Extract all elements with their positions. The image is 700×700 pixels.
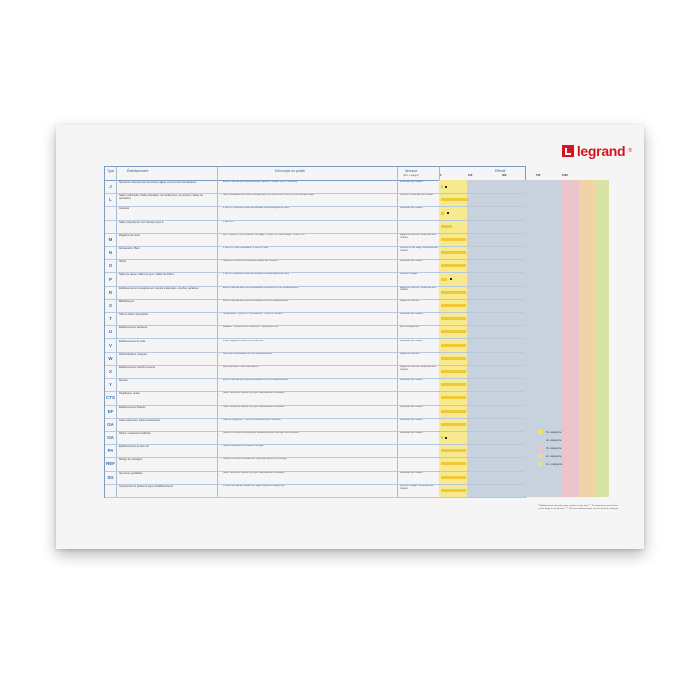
effectif-bar — [441, 476, 466, 479]
effectif-tick: 700 — [536, 174, 541, 177]
effectif-bar — [441, 357, 466, 360]
row-decompte: Effectif maximal défini par déclaration (ajouter 1 visiteur pour 2 résidents) — [223, 181, 298, 183]
row-type-code: Y — [109, 382, 112, 388]
effectif-bar — [441, 370, 466, 373]
row-decompte: Selon déclaration ou mètre d'ouvrage avec un minimum de 1 pers./m² de la surface totale — [223, 194, 314, 197]
row-niveaux: étages ou sous-sol / ensemble des niveaux — [400, 233, 436, 239]
row-decompte: Selon l'activité se reporter au type d'établissement considéré — [223, 471, 285, 474]
row-type-code: W — [108, 355, 113, 361]
table-row — [105, 286, 525, 300]
row-niveaux: ensemble des niveaux — [400, 181, 423, 183]
row-decompte: sans spectateur / avec spectateurs — [223, 365, 259, 368]
row-decompte: Suivant déclaration du maître d'ouvrage — [223, 445, 264, 448]
row-decompte: Suivant le nombre de personnes déclarées pouvant occuper les chambres — [223, 431, 299, 434]
footnote: * Établissement spécialisé pour enfants en bas âge / ** Si uniquement sans locaux ou 1er étage ou au-dessus / *** Pour les établissements sans local de 5e catégorie — [538, 505, 619, 510]
row-type-code: R — [108, 289, 113, 295]
legrand-logo — [562, 143, 632, 159]
row-type-code: N — [108, 250, 113, 256]
threshold-marker — [447, 212, 449, 214]
effectif-bar — [441, 264, 466, 267]
legend-label: 5e catégorie — [546, 430, 562, 434]
table-row — [105, 471, 525, 485]
header-effectif: Effectif — [495, 169, 506, 173]
header-public: Décompte du public — [275, 169, 305, 173]
row-niveaux: ensemble des niveaux — [400, 418, 423, 421]
row-etablissement: Établissements de culte — [119, 339, 146, 343]
table-row — [105, 365, 525, 379]
row-decompte: Effectif maximal défini par la déclaration contrôlée du chef d'établissement — [223, 286, 299, 289]
row-niveaux: sous-sol / étages / ensemble des niveaux — [400, 484, 434, 490]
row-type-code: U — [108, 329, 113, 335]
row-etablissement: Bibliothèques — [119, 299, 135, 303]
header-niveaux-sub: (Rez + étages) — [403, 174, 419, 177]
row-decompte: 1 pers./m² — [223, 220, 234, 223]
row-etablissement: Chapiteaux, tentes — [119, 392, 140, 396]
row-type-code: M — [108, 236, 113, 242]
effectif-bar — [441, 304, 466, 307]
effectif-bar — [441, 330, 466, 333]
row-etablissement: Établissements de plein air — [119, 445, 149, 449]
row-decompte: Selon l'activité se reporter au type d'établissement considéré — [223, 405, 285, 408]
row-niveaux: sous-sol / étages — [400, 273, 418, 276]
effectif-bar — [441, 225, 452, 228]
band-1re-categorie — [595, 180, 609, 497]
row-niveaux: étages ou sous-sol / ensemble des niveaux — [400, 365, 436, 371]
row-decompte: Gare de voyageurs : 1 pers./m² (surface buffet, bureaux) — [223, 418, 281, 421]
row-etablissement: Salles polyvalentes non classées type X — [119, 220, 164, 224]
legend-label: 3e catégorie — [546, 446, 562, 450]
row-decompte: Selon l'activité se reporter au type d'établissement considéré — [223, 392, 285, 395]
row-etablissement: Salles de danse, Salles de jeux / Salles de billard — [119, 273, 174, 277]
effectif-bar — [441, 462, 466, 465]
row-type-code — [105, 206, 116, 219]
row-etablissement: Musées — [119, 379, 128, 383]
legend-item — [538, 454, 562, 458]
table-row — [105, 484, 525, 498]
row-decompte: 4 pers./m² (déduction faite des surfaces ou aménagements fixes) — [223, 273, 290, 276]
row-etablissement: Établissements sanitaires — [119, 326, 148, 330]
legend-item — [538, 462, 562, 466]
row-etablissement: Groupement de plusieurs types d'établissements — [119, 484, 173, 488]
row-type-code: S — [109, 302, 112, 308]
row-type-code — [105, 220, 116, 233]
table-row — [105, 233, 525, 247]
row-etablissement: Administrations, banques — [119, 352, 148, 356]
row-etablissement: Établissements sportifs couverts — [119, 365, 155, 369]
row-niveaux: ensemble des niveaux — [400, 405, 423, 408]
row-decompte: Effectif maximal défini par la déclaration du chef d'établissement — [223, 299, 289, 302]
table-row — [105, 193, 525, 207]
row-etablissement: Structures d'accueil pour personnes âgées et personnes handicapées — [119, 181, 197, 184]
effectif-bar — [441, 410, 466, 413]
legend-item — [538, 446, 562, 450]
table-row — [105, 444, 525, 458]
row-etablissement: Magasins de vente — [119, 233, 140, 237]
row-type-code: J — [109, 184, 112, 190]
effectif-bar — [441, 185, 443, 188]
row-etablissement: Cabarets — [119, 207, 130, 211]
effectif-bar — [441, 212, 444, 215]
row-type-code: GA — [107, 421, 114, 427]
row-type-code: PA — [107, 448, 114, 454]
row-decompte: Suivant le nombre de personnes déclaré par chambre — [223, 260, 278, 263]
header-niveaux: Niveaux — [405, 169, 418, 173]
effectif-bar — [441, 251, 466, 254]
legend-item — [538, 438, 562, 442]
row-niveaux: ensemble des niveaux — [400, 339, 423, 342]
row-niveaux: ensemble des niveaux — [400, 260, 423, 263]
effectif-tick: 1500 — [562, 174, 568, 177]
legend-swatch — [538, 446, 543, 450]
table-row — [105, 206, 525, 220]
table-row — [105, 299, 525, 313]
row-decompte: 1 pers./siège ou 1 pers./0,30 m de banc — [223, 339, 264, 342]
threshold-marker — [445, 437, 447, 439]
registered-mark: ® — [628, 148, 632, 154]
row-etablissement: Refuge de montagne — [119, 458, 143, 462]
legrand-logo-mark-icon — [562, 145, 574, 157]
row-niveaux: ensemble des niveaux — [400, 313, 423, 316]
band-2e-categorie — [579, 180, 595, 497]
band-3e-categorie — [561, 180, 579, 497]
row-type-code: O — [108, 263, 113, 269]
row-type-code: P — [109, 276, 112, 282]
row-decompte: Malades : 1 personne/lit, Personnel : 1 personne/3 lits — [223, 326, 278, 329]
row-type-code: L — [109, 197, 112, 203]
table-row — [105, 352, 525, 366]
row-type-code: SG — [107, 474, 114, 480]
row-niveaux: étages ou sous-sol — [400, 299, 420, 302]
table-row — [105, 312, 525, 326]
legend-swatch — [538, 462, 543, 466]
row-niveaux: ensemble des niveaux — [400, 379, 423, 382]
row-etablissement: Hôtels, restaurants d'altitude — [119, 431, 151, 435]
table-row — [105, 246, 525, 260]
legend-label: 2e catégorie — [546, 454, 562, 458]
table-row — [105, 457, 525, 471]
effectif-bar — [441, 489, 466, 492]
legend-swatch — [538, 430, 543, 434]
effectif-bar — [441, 396, 466, 399]
effectif-bar — [441, 291, 466, 294]
table-row — [105, 405, 525, 419]
row-type-code: CTS — [106, 395, 115, 401]
row-niveaux: avec hébergement — [400, 326, 420, 329]
row-type-code: T — [109, 316, 112, 322]
table-row — [105, 339, 525, 353]
effectif-bar — [441, 436, 443, 439]
row-decompte: Effectif maximal défini par la déclaration du chef d'établissement — [223, 379, 289, 382]
table-row — [105, 272, 525, 286]
row-etablissement: Halls et salles d'exposition — [119, 313, 149, 317]
row-niveaux: ensemble des niveaux — [400, 471, 423, 474]
row-etablissement: Gares aériennes, Gares souterraines — [119, 418, 161, 422]
row-niveaux: sous-sol et 1er étage / ensemble des niveaux — [400, 247, 438, 252]
row-type-code: V — [109, 342, 112, 348]
brand-name: legrand — [576, 143, 626, 159]
legend-swatch — [538, 454, 543, 458]
row-niveaux: ensemble des niveaux — [400, 431, 423, 434]
row-etablissement: Hôtels — [119, 260, 127, 264]
legend-label: 4e catégorie — [546, 438, 562, 442]
effectif-tick: 100 — [468, 174, 473, 177]
row-decompte: L'effectif est calculé suivant les règles propres à chaque type — [223, 484, 285, 487]
row-etablissement: Restaurants / Bars — [119, 247, 140, 251]
effectif-bar — [441, 238, 466, 241]
row-etablissement: Structures gonflables — [119, 471, 143, 475]
effectif-bar — [441, 344, 466, 347]
row-etablissement: Établissements d'enseignement, Écoles maternelles, crèches, garderies — [119, 286, 199, 290]
threshold-marker — [445, 186, 447, 188]
legend-swatch — [538, 438, 543, 442]
row-decompte: Temporaires : 1 pers./m² / Permanents : 1 pers./m² surface — [223, 313, 283, 316]
row-type-code: EF — [107, 408, 114, 414]
table-row — [105, 325, 525, 339]
row-decompte: Suivant le nombre de places de couchage défini pour le refuge — [223, 458, 287, 461]
table-row — [105, 259, 525, 273]
row-type-code: X — [109, 369, 112, 374]
row-niveaux: sous-sol / ensemble des niveaux — [400, 194, 434, 197]
effectif-bar — [441, 278, 447, 281]
row-type-code — [105, 484, 116, 497]
table-row — [105, 220, 525, 234]
category-legend — [538, 430, 562, 470]
table-row — [105, 378, 525, 392]
effectif-bar — [441, 317, 466, 320]
legend-label: 1re catégorie — [546, 462, 563, 466]
table-row — [105, 180, 525, 194]
threshold-marker — [450, 278, 452, 280]
effectif-bar — [441, 423, 466, 426]
row-decompte: 1 pers./m² zone restauration, 2 pers./m² bars — [223, 247, 269, 250]
header-etablissement: Établissement — [127, 169, 149, 173]
row-etablissement: Établissements flottants — [119, 405, 146, 409]
effectif-tick: 300 — [502, 174, 507, 177]
row-decompte: Rdc : 2 pers./m² (1/3 surface) / 1er étage : 1 pers./m² / 2ème étage : 1 pers./5 m² — [223, 233, 305, 236]
row-type-code: REF — [106, 461, 115, 467]
table-row — [105, 418, 525, 432]
row-niveaux: étages ou sous-sol / ensemble des niveaux — [400, 286, 436, 292]
row-niveaux: ensemble des niveaux — [400, 207, 423, 210]
effectif-bar — [441, 198, 468, 201]
table-row — [105, 431, 525, 445]
poster-sheet — [56, 125, 644, 549]
table-row — [105, 391, 525, 405]
row-niveaux: étages ou sous-sol — [400, 352, 420, 355]
effectif-bar — [441, 449, 466, 452]
row-type-code: OA — [107, 435, 114, 441]
header-type: Type — [107, 169, 115, 173]
legend-item — [538, 430, 562, 434]
effectif-tick: 0 — [440, 174, 442, 177]
row-decompte: Défini par la déclaration du chef d'établissement — [223, 352, 272, 355]
row-decompte: 4 pers./m² (déduction faite des estrades ou aménagements fixes) — [223, 207, 290, 210]
effectif-bar — [441, 383, 466, 386]
row-etablissement: Salles multimédia / Salles d'audition, de conférences, de réunion / Salles de spectacles — [119, 194, 203, 201]
